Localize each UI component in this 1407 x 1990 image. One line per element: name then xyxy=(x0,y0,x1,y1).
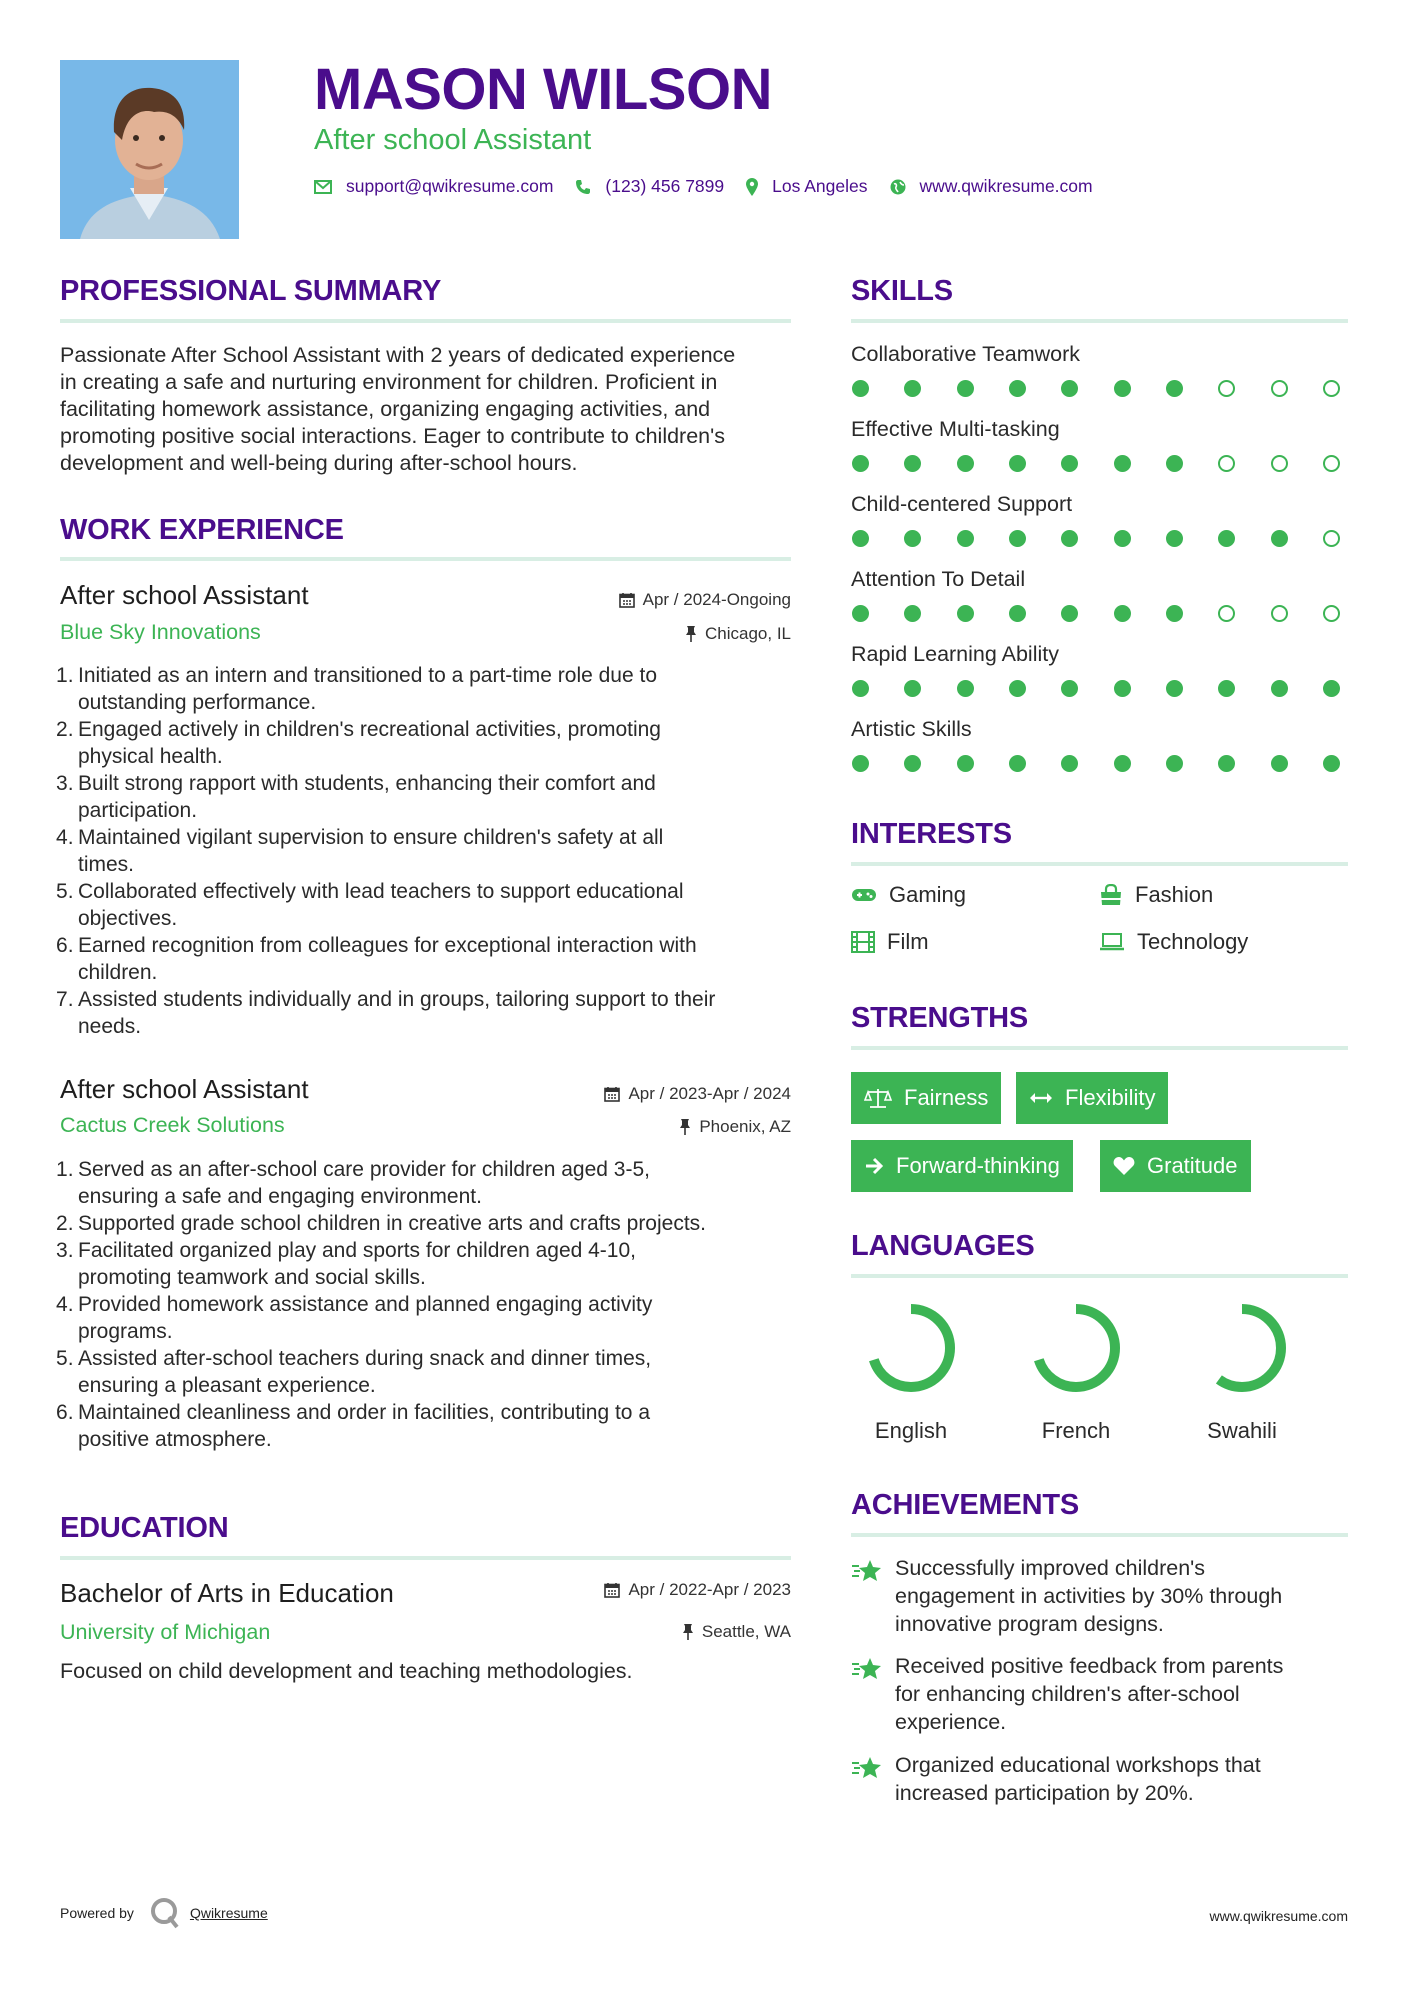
candidate-title: After school Assistant xyxy=(314,124,592,156)
profile-photo xyxy=(60,60,239,239)
rating-dot-filled xyxy=(957,380,974,397)
degree-title: Bachelor of Arts in Education xyxy=(60,1578,394,1608)
job-responsibilities xyxy=(60,1156,800,1453)
skill-rating xyxy=(852,380,1340,397)
rating-dot-filled xyxy=(852,680,869,697)
rating-dot-filled xyxy=(1218,755,1235,772)
rating-dot-filled xyxy=(1166,380,1183,397)
list-item: Built strong rapport with students, enhancing their comfort and participation. xyxy=(78,772,656,822)
achievement-item: Successfully improved children's engagement in activities by 30% through innovative program designs. xyxy=(851,1554,1282,1638)
arrows-horizontal-icon xyxy=(1029,1091,1053,1105)
rating-dot-filled xyxy=(1009,530,1026,547)
rating-dot-filled xyxy=(904,680,921,697)
rating-dot-empty xyxy=(1323,530,1340,547)
rating-dot-filled xyxy=(1271,680,1288,697)
job-location-text: Chicago, IL xyxy=(705,624,791,643)
map-marker-icon xyxy=(746,178,758,196)
interest-fashion xyxy=(1099,882,1213,908)
skill-rating xyxy=(852,530,1340,547)
section-divider xyxy=(851,1533,1348,1537)
qwikresume-logo-icon xyxy=(150,1897,180,1929)
section-divider xyxy=(851,862,1348,866)
language-label: English xyxy=(874,1418,948,1443)
email-text: support@qwikresume.com xyxy=(346,176,554,196)
contact-location xyxy=(746,176,867,197)
footer-powered-by xyxy=(60,1897,268,1929)
rating-dot-filled xyxy=(1114,380,1131,397)
rating-dot-filled xyxy=(904,755,921,772)
list-item: Assisted after-school teachers during snack and dinner times, ensuring a pleasant experience. xyxy=(78,1347,652,1397)
contact-phone[interactable] xyxy=(575,176,724,197)
rating-dot-filled xyxy=(1114,755,1131,772)
interest-technology xyxy=(1099,929,1248,955)
summary-text xyxy=(60,342,735,477)
rating-dot-empty xyxy=(1271,380,1288,397)
rating-dot-filled xyxy=(1009,380,1026,397)
rating-dot-filled xyxy=(1323,680,1340,697)
rating-dot-filled xyxy=(1009,755,1026,772)
location-text: Los Angeles xyxy=(772,176,868,196)
language-progress-ring xyxy=(863,1300,959,1396)
star-icon xyxy=(851,1755,883,1781)
rating-dot-filled xyxy=(1114,605,1131,622)
contact-website[interactable] xyxy=(890,176,1093,197)
calendar-icon xyxy=(604,1086,620,1102)
rating-dot-filled xyxy=(957,530,974,547)
rating-dot-filled xyxy=(1009,680,1026,697)
footer-website[interactable]: www.qwikresume.com xyxy=(1209,1908,1348,1924)
section-divider xyxy=(851,1274,1348,1278)
rating-dot-filled xyxy=(1218,680,1235,697)
powered-by-text: Powered by xyxy=(60,1905,134,1921)
interest-label: Gaming xyxy=(889,882,967,907)
rating-dot-filled xyxy=(904,605,921,622)
rating-dot-filled xyxy=(1166,680,1183,697)
list-item: Served as an after-school care provider for children aged 3-5, ensuring a safe and engaging environment. xyxy=(78,1158,650,1208)
laptop-icon xyxy=(1099,933,1125,951)
rating-dot-filled xyxy=(1061,455,1078,472)
shopping-bag-icon xyxy=(1099,884,1123,906)
rating-dot-filled xyxy=(1114,530,1131,547)
star-icon xyxy=(851,1656,883,1682)
list-item: Supported grade school children in creative arts and crafts projects. xyxy=(78,1212,707,1235)
job-location xyxy=(685,624,791,644)
list-item: Collaborated effectively with lead teachers to support educational objectives. xyxy=(78,880,684,930)
arrow-right-icon xyxy=(864,1157,884,1175)
job-title: After school Assistant xyxy=(60,580,309,610)
rating-dot-empty xyxy=(1323,455,1340,472)
rating-dot-filled xyxy=(957,455,974,472)
skill-rating xyxy=(852,605,1340,622)
strength-badge xyxy=(851,1072,1001,1124)
rating-dot-filled xyxy=(1166,755,1183,772)
rating-dot-filled xyxy=(1114,455,1131,472)
rating-dot-empty xyxy=(1218,380,1235,397)
skill-name: Effective Multi-tasking xyxy=(851,417,1060,441)
rating-dot-empty xyxy=(1323,605,1340,622)
rating-dot-empty xyxy=(1323,380,1340,397)
strength-badge xyxy=(851,1140,1073,1192)
website-text: www.qwikresume.com xyxy=(919,176,1093,196)
rating-dot-filled xyxy=(1323,755,1340,772)
job-dates-text: Apr / 2024-Ongoing xyxy=(642,590,791,609)
rating-dot-filled xyxy=(1061,530,1078,547)
language-item xyxy=(1187,1300,1297,1444)
language-level-arc xyxy=(1203,1309,1281,1387)
strength-label: Gratitude xyxy=(1147,1153,1238,1178)
strength-label: Fairness xyxy=(904,1085,989,1110)
summary-line: in creating a safe and nurturing environment for children. Proficient in xyxy=(60,370,718,394)
job-dates-text: Apr / 2023-Apr / 2024 xyxy=(628,1084,791,1103)
language-progress-ring xyxy=(1194,1300,1290,1396)
rating-dot-filled xyxy=(1009,455,1026,472)
skill-name: Child-centered Support xyxy=(851,492,1073,516)
strength-label: Forward-thinking xyxy=(896,1153,1060,1178)
rating-dot-empty xyxy=(1218,455,1235,472)
education-dates-text: Apr / 2022-Apr / 2023 xyxy=(628,1580,791,1599)
calendar-icon xyxy=(619,592,635,608)
strength-badge xyxy=(1016,1072,1168,1124)
skill-name: Collaborative Teamwork xyxy=(851,342,1081,366)
interest-film xyxy=(851,929,929,955)
section-title-skills: SKILLS xyxy=(851,275,953,307)
language-item xyxy=(856,1300,966,1444)
skill-rating xyxy=(852,755,1340,772)
section-title-interests: INTERESTS xyxy=(851,818,1012,850)
list-item: Assisted students individually and in groups, tailoring support to their needs. xyxy=(78,988,716,1038)
brand-link[interactable]: Qwikresume xyxy=(189,1905,268,1921)
list-item: Provided homework assistance and planned engaging activity programs. xyxy=(78,1293,653,1343)
rating-dot-filled xyxy=(904,380,921,397)
section-divider xyxy=(851,319,1348,323)
language-label: French xyxy=(1041,1418,1111,1443)
rating-dot-filled xyxy=(1061,380,1078,397)
rating-dot-empty xyxy=(1271,455,1288,472)
candidate-name: MASON WILSON xyxy=(314,57,772,122)
interest-label: Technology xyxy=(1137,929,1249,954)
skill-rating xyxy=(852,680,1340,697)
rating-dot-filled xyxy=(1218,530,1235,547)
section-title-languages: LANGUAGES xyxy=(851,1230,1035,1262)
list-item: Engaged actively in children's recreational activities, promoting physical health. xyxy=(78,718,661,768)
rating-dot-filled xyxy=(852,530,869,547)
skill-name: Artistic Skills xyxy=(851,717,972,741)
summary-line: Passionate After School Assistant with 2 years of dedicated experience xyxy=(60,343,736,367)
summary-line: development and well-being during after-school hours. xyxy=(60,451,578,475)
rating-dot-filled xyxy=(1061,605,1078,622)
list-item: Initiated as an intern and transitioned to a part-time role due to outstanding performance. xyxy=(78,664,658,714)
list-item: Maintained vigilant supervision to ensure children's safety at all times. xyxy=(78,826,664,876)
rating-dot-filled xyxy=(904,530,921,547)
pin-icon xyxy=(682,1624,694,1640)
interest-label: Film xyxy=(887,929,929,954)
pin-icon xyxy=(679,1119,691,1135)
achievement-item: Received positive feedback from parents for enhancing children's after-school experience. xyxy=(851,1652,1283,1736)
language-level-arc xyxy=(872,1309,950,1387)
strength-badge xyxy=(1100,1140,1251,1192)
section-divider xyxy=(60,557,791,561)
job-title: After school Assistant xyxy=(60,1074,309,1104)
rating-dot-filled xyxy=(957,605,974,622)
rating-dot-filled xyxy=(1166,455,1183,472)
rating-dot-filled xyxy=(1061,680,1078,697)
heart-icon xyxy=(1113,1156,1135,1176)
skill-rating xyxy=(852,455,1340,472)
language-label: Swahili xyxy=(1207,1418,1277,1443)
rating-dot-filled xyxy=(852,605,869,622)
rating-dot-filled xyxy=(904,455,921,472)
contact-bar xyxy=(314,176,1115,197)
interest-gaming xyxy=(851,882,966,908)
gamepad-icon xyxy=(851,887,877,903)
section-divider xyxy=(851,1046,1348,1050)
rating-dot-empty xyxy=(1218,605,1235,622)
interest-label: Fashion xyxy=(1135,882,1214,907)
company-name: Blue Sky Innovations xyxy=(60,620,261,644)
star-icon xyxy=(851,1558,883,1584)
rating-dot-filled xyxy=(957,680,974,697)
balance-scale-icon xyxy=(864,1087,892,1109)
company-name: Cactus Creek Solutions xyxy=(60,1113,285,1137)
rating-dot-filled xyxy=(957,755,974,772)
strength-label: Flexibility xyxy=(1065,1085,1156,1110)
education-dates xyxy=(604,1580,791,1600)
rating-dot-filled xyxy=(1166,605,1183,622)
rating-dot-filled xyxy=(852,380,869,397)
rating-dot-filled xyxy=(852,455,869,472)
job-dates xyxy=(619,590,791,610)
skill-name: Attention To Detail xyxy=(851,567,1026,591)
section-divider xyxy=(60,319,791,323)
list-item: Facilitated organized play and sports for children aged 4-10, promoting teamwork and social skills. xyxy=(78,1239,636,1289)
education-description: Focused on child development and teaching methodologies. xyxy=(60,1659,633,1683)
list-item: Earned recognition from colleagues for exceptional interaction with children. xyxy=(78,934,697,984)
job-location-text: Phoenix, AZ xyxy=(699,1117,791,1136)
summary-line: facilitating homework assistance, organizing engaging activities, and xyxy=(60,397,711,421)
rating-dot-filled xyxy=(1271,755,1288,772)
phone-text: (123) 456 7899 xyxy=(605,176,725,196)
school-name: University of Michigan xyxy=(60,1620,271,1644)
rating-dot-filled xyxy=(1114,680,1131,697)
rating-dot-filled xyxy=(1009,605,1026,622)
rating-dot-filled xyxy=(1271,530,1288,547)
list-item: Maintained cleanliness and order in facilities, contributing to a positive atmosphere. xyxy=(78,1401,650,1451)
language-item xyxy=(1021,1300,1131,1444)
section-divider xyxy=(60,1556,791,1560)
skill-name: Rapid Learning Ability xyxy=(851,642,1059,666)
section-title-strengths: STRENGTHS xyxy=(851,1002,1029,1034)
section-title-education: EDUCATION xyxy=(60,1512,229,1544)
achievement-item: Organized educational workshops that increased participation by 20%. xyxy=(851,1751,1261,1807)
contact-email[interactable] xyxy=(314,176,553,197)
summary-line: promoting positive social interactions. Eager to contribute to children's xyxy=(60,424,725,448)
education-location-text: Seattle, WA xyxy=(701,1622,791,1641)
job-location xyxy=(679,1117,791,1137)
film-icon xyxy=(851,931,875,953)
rating-dot-filled xyxy=(1061,755,1078,772)
job-dates xyxy=(604,1084,791,1104)
section-title-achievements: ACHIEVEMENTS xyxy=(851,1489,1080,1521)
language-level-arc xyxy=(1037,1309,1115,1387)
pin-icon xyxy=(685,626,697,642)
education-location xyxy=(682,1622,791,1642)
calendar-icon xyxy=(604,1582,620,1598)
globe-icon xyxy=(890,179,906,195)
rating-dot-empty xyxy=(1271,605,1288,622)
phone-icon xyxy=(575,179,591,195)
section-title-work: WORK EXPERIENCE xyxy=(60,514,344,546)
job-responsibilities xyxy=(60,662,800,1040)
language-progress-ring xyxy=(1028,1300,1124,1396)
section-title-summary: PROFESSIONAL SUMMARY xyxy=(60,275,442,307)
rating-dot-filled xyxy=(1166,530,1183,547)
envelope-icon xyxy=(314,180,332,194)
rating-dot-filled xyxy=(852,755,869,772)
